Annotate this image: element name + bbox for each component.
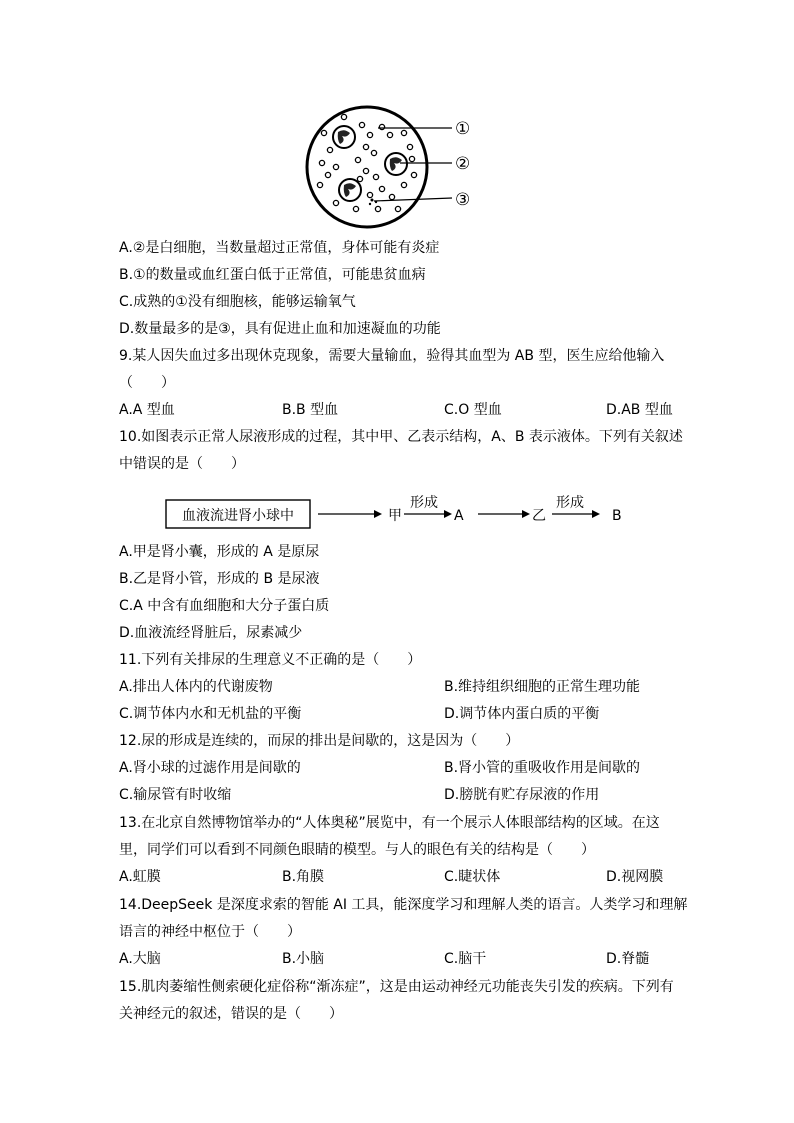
diagram-b: B — [612, 508, 622, 524]
q9-option-c: C.O 型血 — [444, 402, 502, 418]
q14-stem-line2: 语言的神经中枢位于（ ） — [119, 924, 301, 940]
q11-stem: 11.下列有关排尿的生理意义不正确的是（ ） — [119, 652, 422, 668]
q11-option-c: C.调节体内水和无机盐的平衡 — [119, 706, 302, 722]
q9-option-a: A.A 型血 — [119, 402, 175, 418]
urine-formation-diagram — [160, 490, 640, 535]
q15-stem-line2: 关神经元的叙述，错误的是（ ） — [119, 1006, 343, 1022]
q14-option-b: B.小脑 — [282, 951, 325, 967]
q9-option-b: B.B 型血 — [282, 402, 339, 418]
q13-option-b: B.角膜 — [282, 869, 325, 885]
q14-option-c: C.脑干 — [444, 951, 487, 967]
diagram-box-label: 血液流进肾小球中 — [182, 508, 294, 524]
q15-stem-line1: 15.肌肉萎缩性侧索硬化症俗称“渐冻症”，这是由运动神经元功能丧失引发的疾病。下列有 — [119, 979, 674, 995]
marker-1: ① — [455, 119, 471, 139]
q8-option-c: C.成熟的①没有细胞核，能够运输氧气 — [119, 294, 356, 310]
q10-option-d: D.血液流经肾脏后，尿素减少 — [119, 625, 303, 641]
q8-option-b: B.①的数量或血红蛋白低于正常值，可能患贫血病 — [119, 267, 426, 283]
q14-option-a: A.大脑 — [119, 951, 161, 967]
q12-stem: 12.尿的形成是连续的，而尿的排出是间歇的，这是因为（ ） — [119, 733, 520, 749]
q12-option-a: A.肾小球的过滤作用是间歇的 — [119, 760, 301, 776]
q11-option-d: D.调节体内蛋白质的平衡 — [444, 706, 600, 722]
q8-option-d: D.数量最多的是③，具有促进止血和加速凝血的功能 — [119, 321, 441, 337]
q10-option-b: B.乙是肾小管，形成的 B 是尿液 — [119, 571, 320, 587]
blood-smear-figure — [300, 105, 490, 230]
q13-option-c: C.睫状体 — [444, 869, 501, 885]
diagram-jia: 甲 — [388, 508, 402, 524]
q13-option-d: D.视网膜 — [606, 869, 664, 885]
q13-stem-line2: 里，同学们可以看到不同颜色眼睛的模型。与人的眼色有关的结构是（ ） — [119, 842, 595, 858]
q9-option-d: D.AB 型血 — [606, 402, 673, 418]
q8-option-a: A.②是白细胞，当数量超过正常值，身体可能有炎症 — [119, 240, 440, 256]
q11-option-b: B.维持组织细胞的正常生理功能 — [444, 679, 641, 695]
diagram-form-1: 形成 — [410, 495, 438, 511]
q12-option-c: C.输尿管有时收缩 — [119, 787, 232, 803]
diagram-form-2: 形成 — [556, 495, 584, 511]
q13-stem-line1: 13.在北京自然博物馆举办的“人体奥秘”展览中，有一个展示人体眼部结构的区域。在这 — [119, 815, 660, 831]
q13-option-a: A.虹膜 — [119, 869, 161, 885]
q10-stem-line2: 中错误的是（ ） — [119, 456, 245, 472]
diagram-yi: 乙 — [532, 508, 546, 524]
q9-stem-line1: 9.某人因失血过多出现休克现象，需要大量输血，验得其血型为 AB 型，医生应给他输入 — [119, 348, 665, 364]
q14-stem-line1: 14.DeepSeek 是深度求索的智能 AI 工具，能深度学习和理解人类的语言。人类学习和理解 — [119, 897, 688, 913]
q10-stem-line1: 10.如图表示正常人尿液形成的过程，其中甲、乙表示结构，A、B 表示液体。下列有关叙述 — [119, 429, 683, 445]
diagram-a: A — [454, 508, 464, 524]
q14-option-d: D.脊髓 — [606, 951, 650, 967]
q12-option-b: B.肾小管的重吸收作用是间歇的 — [444, 760, 641, 776]
q11-option-a: A.排出人体内的代谢废物 — [119, 679, 273, 695]
marker-2: ② — [455, 154, 471, 174]
q10-option-a: A.甲是肾小囊，形成的 A 是原尿 — [119, 544, 320, 560]
q9-stem-line2: （ ） — [119, 375, 175, 391]
q10-option-c: C.A 中含有血细胞和大分子蛋白质 — [119, 598, 330, 614]
q12-option-d: D.膀胱有贮存尿液的作用 — [444, 787, 600, 803]
marker-3: ③ — [455, 190, 471, 210]
